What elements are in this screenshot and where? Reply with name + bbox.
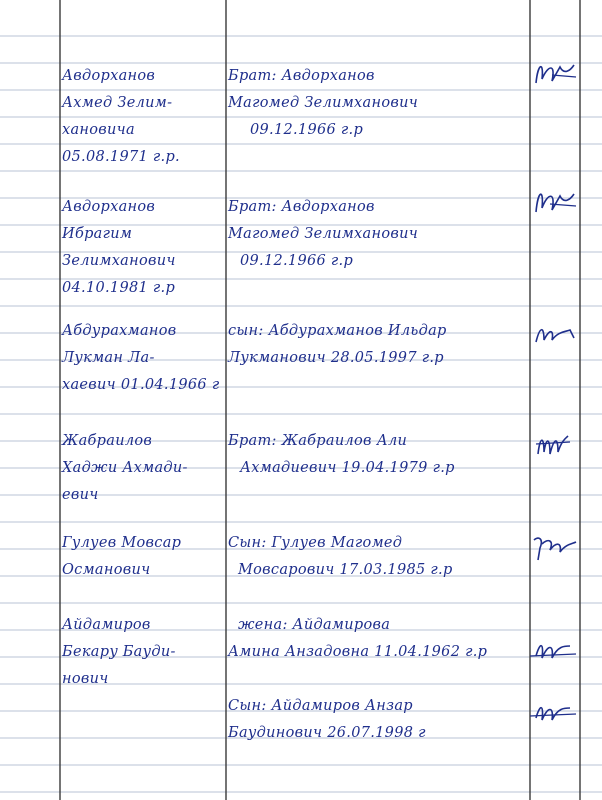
name-line: хаевич 01.04.1966 г xyxy=(62,377,220,393)
name-line: 04.10.1981 г.р xyxy=(62,280,176,296)
name-line: Авдорханов xyxy=(62,199,156,215)
signature-mark xyxy=(530,184,580,218)
relative-line: Брат: Авдорханов xyxy=(228,68,375,84)
name-line: евич xyxy=(62,487,99,503)
name-line: нович xyxy=(62,671,109,687)
name-line: Зелимханович xyxy=(62,253,176,269)
relative-line: 09.12.1966 г.р xyxy=(250,122,364,138)
name-line: Жабраилов xyxy=(62,433,153,449)
relative-line: сын: Абдурахманов Ильдар xyxy=(228,323,447,339)
person-name-cell xyxy=(62,194,224,302)
signature-mark xyxy=(530,318,580,352)
relative-line: жена: Айдамирова xyxy=(238,617,391,633)
person-name-cell xyxy=(62,428,224,509)
name-line: Ибрагим xyxy=(62,226,133,242)
relative-line: Магомед Зелимханович xyxy=(228,95,419,111)
signature-mark xyxy=(530,696,580,730)
relative-line xyxy=(228,666,538,693)
name-line: 05.08.1971 г.р. xyxy=(62,149,180,165)
signature-mark xyxy=(530,634,580,668)
relative-cell xyxy=(228,63,538,144)
relative-cell xyxy=(228,530,538,584)
relative-line: Лукманович 28.05.1997 г.р xyxy=(228,350,444,366)
relative-line: Брат: Авдорханов xyxy=(228,199,375,215)
name-line: Авдорханов xyxy=(62,68,156,84)
relative-line: Ахмадиевич 19.04.1979 г.р xyxy=(240,460,455,476)
name-line: Гулуев Мовсар xyxy=(62,535,182,551)
relative-line: Мовсарович 17.03.1985 г.р xyxy=(238,562,453,578)
signature-mark xyxy=(530,57,580,91)
signature-mark xyxy=(530,530,580,564)
relative-line: Амина Анзадовна 11.04.1962 г.р xyxy=(228,644,488,660)
name-line: хановича xyxy=(62,122,135,138)
relative-line: Магомед Зелимханович xyxy=(228,226,419,242)
person-name-cell xyxy=(62,612,224,693)
person-name-cell xyxy=(62,318,224,399)
relative-cell xyxy=(228,194,538,275)
relative-line: Сын: Гулуев Магомед xyxy=(228,535,403,551)
name-line: Айдамиров xyxy=(62,617,151,633)
name-line: Абдурахманов xyxy=(62,323,177,339)
name-line: Хаджи Ахмади- xyxy=(62,460,188,476)
person-name-cell xyxy=(62,530,224,584)
name-line: Лукман Ла- xyxy=(62,350,155,366)
name-line: Бекарy Бауди- xyxy=(62,644,176,660)
relative-line: Баудинович 26.07.1998 г xyxy=(228,725,426,741)
relative-line: Брат: Жабраилов Али xyxy=(228,433,408,449)
person-name-cell xyxy=(62,63,224,171)
relative-cell xyxy=(228,428,538,482)
relative-line: Сын: Айдамиров Анзар xyxy=(228,698,413,714)
relative-cell xyxy=(228,612,538,747)
relative-cell xyxy=(228,318,538,372)
relative-line: 09.12.1966 г.р xyxy=(240,253,354,269)
name-line: Ахмед Зелим- xyxy=(62,95,173,111)
signature-mark xyxy=(530,428,580,462)
name-line: Османович xyxy=(62,562,151,578)
